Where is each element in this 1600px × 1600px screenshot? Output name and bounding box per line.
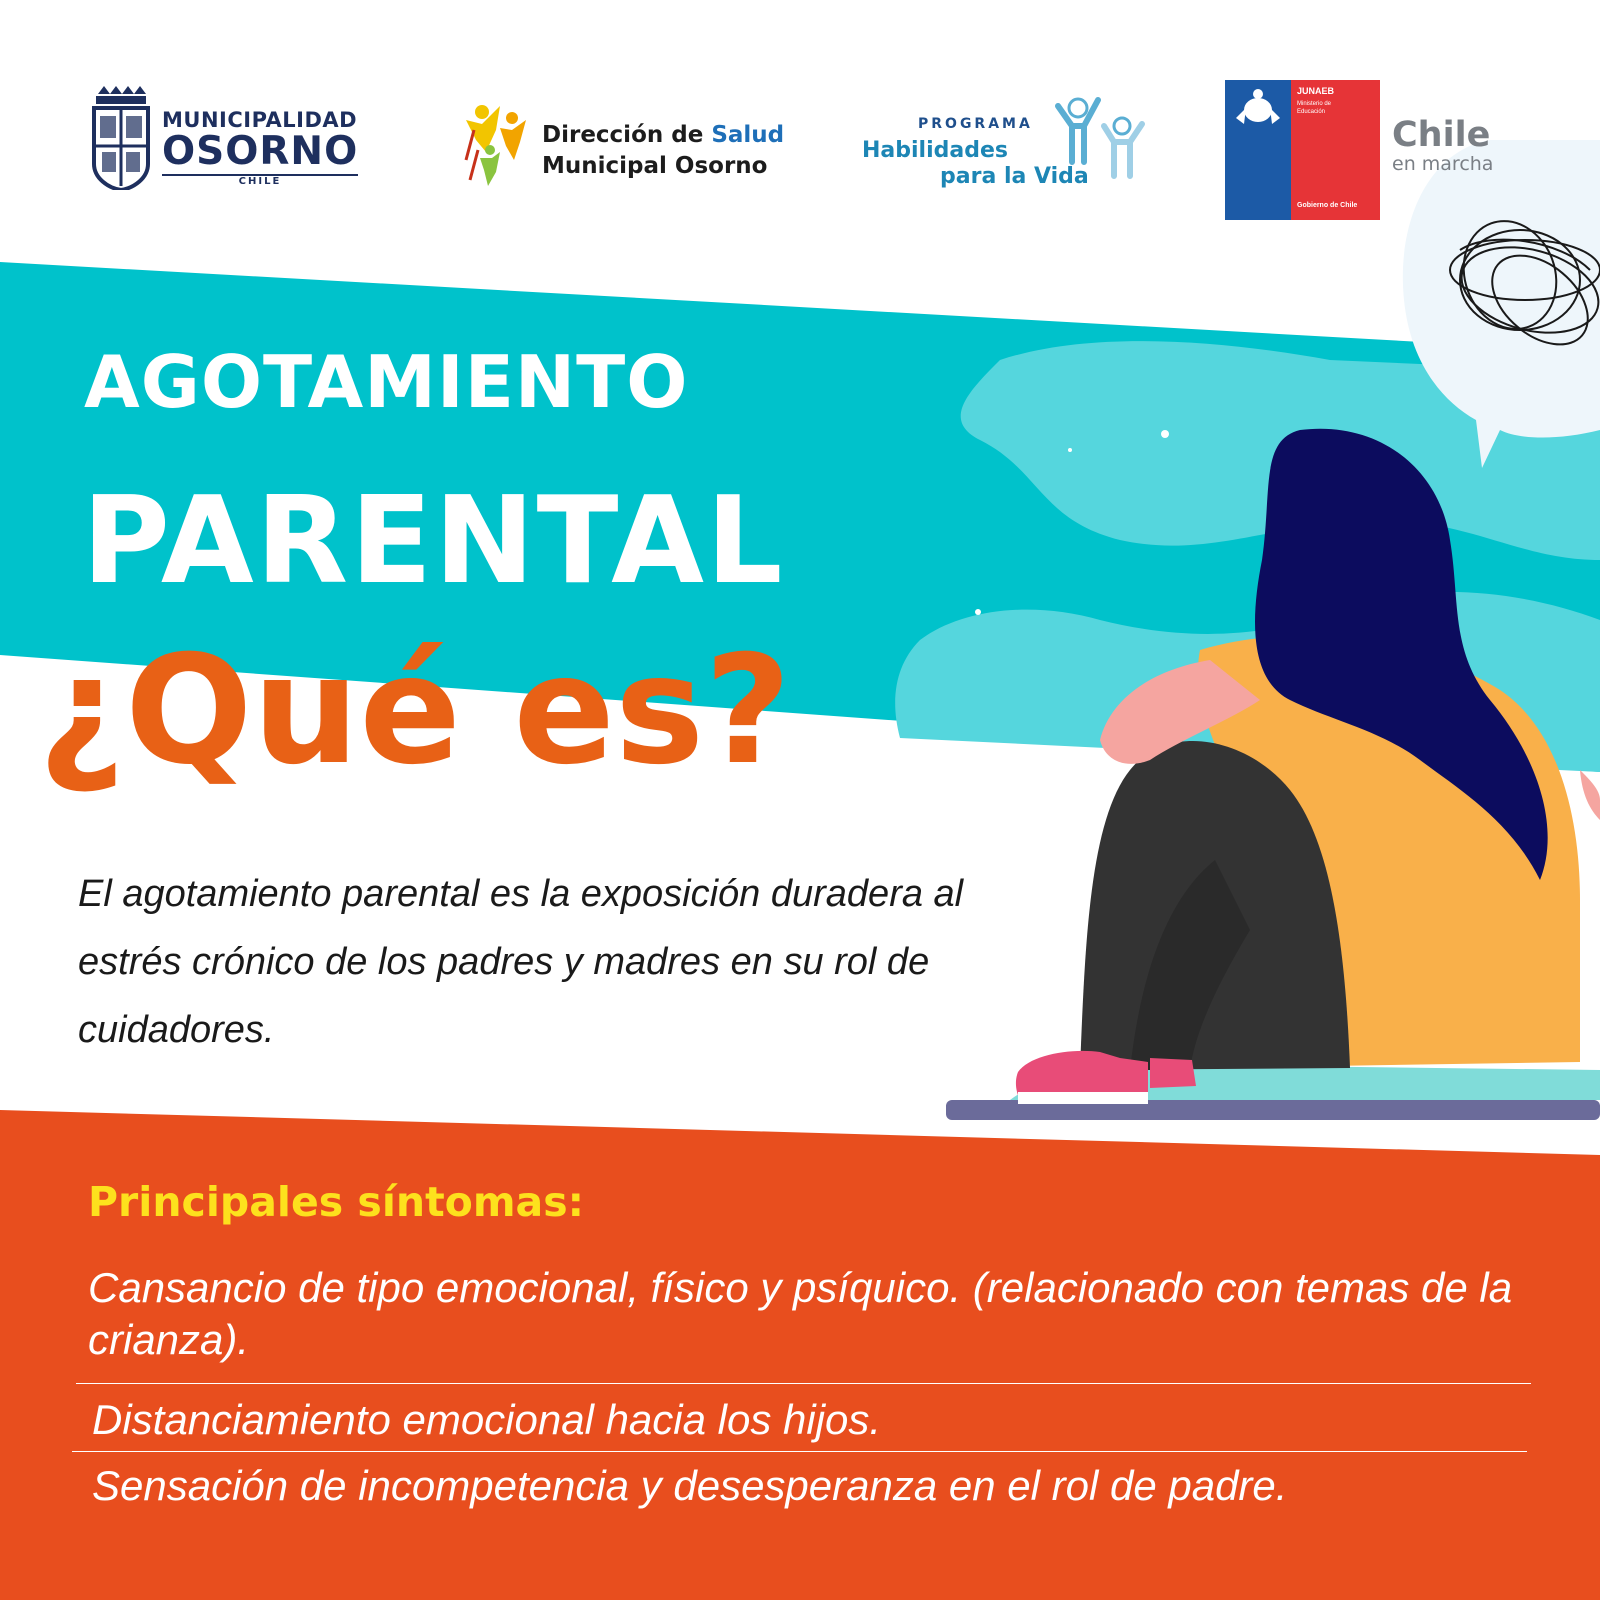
chile-en-marcha-logo (1392, 116, 1493, 174)
headline-line2: PARENTAL (82, 472, 785, 611)
salud-line1-accent: Salud (711, 122, 785, 148)
headline-question: ¿Qué es? (38, 624, 792, 798)
hpv-line1: PROGRAMA (918, 116, 1033, 132)
muni-line1: MUNICIPALIDAD (162, 108, 358, 132)
chile-shield-icon (1232, 88, 1284, 128)
junaeb-label: JUNAEB (1297, 86, 1335, 96)
habilidades-para-la-vida-logo (858, 96, 1148, 196)
symptoms-heading: Principales síntomas: (88, 1178, 585, 1226)
muni-line2: OSORNO (162, 129, 359, 174)
direccion-salud-logo (460, 100, 800, 190)
symptom-item: Sensación de incompetencia y desesperanza en el rol de padre. (92, 1462, 1288, 1509)
gobierno-de-chile-logo (1225, 80, 1380, 220)
coat-of-arms-icon (90, 86, 152, 190)
salud-line1-prefix: Dirección de (542, 122, 712, 148)
family-figures-icon (460, 100, 540, 186)
municipalidad-osorno-logo (90, 86, 370, 191)
muni-line3: CHILE (162, 174, 358, 187)
gobierno-label: Gobierno de Chile (1297, 202, 1358, 209)
headline-line1: AGOTAMIENTO (84, 340, 689, 424)
symptom-item: Distanciamiento emocional hacia los hijos. (92, 1396, 882, 1443)
symptom-item: Cansancio de tipo emocional, físico y psíquico. (relacionado con temas de la crianza). (88, 1264, 1513, 1363)
definition-text: El agotamiento parental es la exposición duradera al estrés crónico de los padres y madres en su rol de cuidadores. (78, 873, 964, 1051)
chile-en-marcha-line2: en marcha (1392, 153, 1494, 175)
chile-en-marcha-line1: Chile (1392, 115, 1491, 155)
hpv-line3: para la Vida (940, 164, 1089, 189)
ministerio-label: Ministerio de Educación (1297, 101, 1332, 115)
divider (76, 1383, 1531, 1384)
divider (72, 1451, 1527, 1452)
salud-line2: Municipal Osorno (542, 153, 768, 179)
hpv-line2: Habilidades (862, 138, 1008, 163)
salud-line1 (542, 120, 784, 151)
children-figures-icon (1048, 96, 1148, 186)
